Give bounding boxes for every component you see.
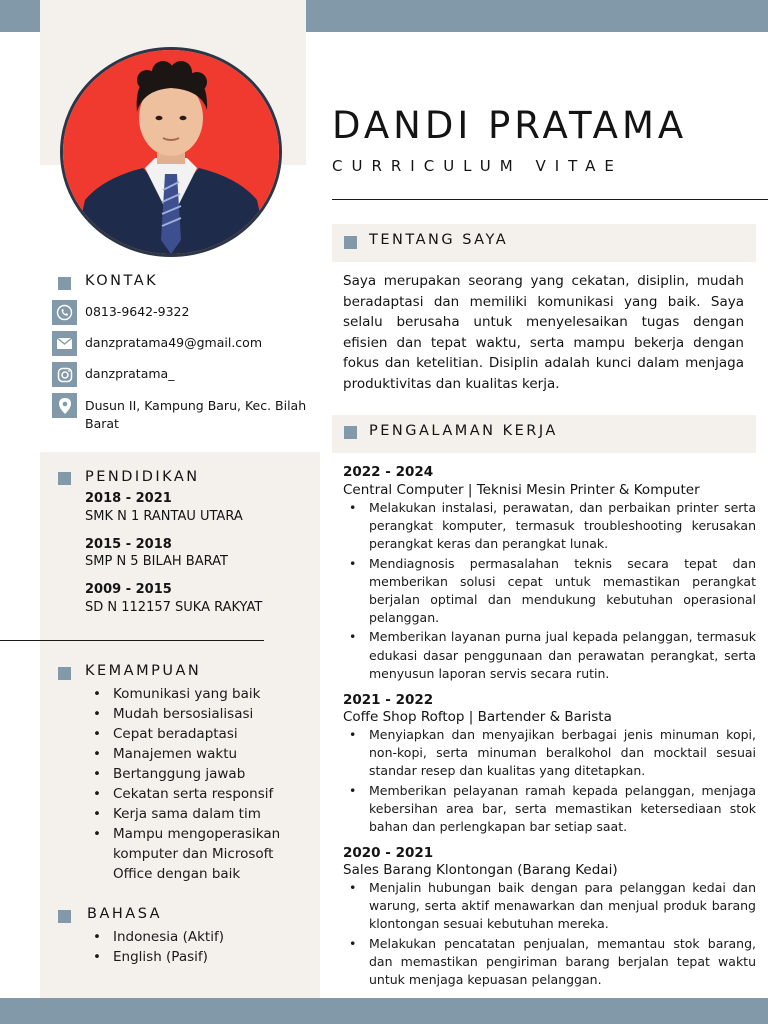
phone-icon <box>52 300 77 325</box>
bottom-accent-bar <box>0 998 768 1024</box>
education-heading: PENDIDIKAN <box>85 469 200 485</box>
list-item: • Manajemen waktu <box>87 744 302 764</box>
job-period: 2022 - 2024 <box>343 464 434 480</box>
list-item: • Menjalin hubungan baik dengan para pelanggan kedai dan warung, serta aktif menawarkan dan menjual produk barang klontongan sesuai kebutuhan mereka. <box>343 879 756 934</box>
job-title: Central Computer | Teknisi Mesin Printer & Komputer <box>343 482 700 498</box>
header-divider <box>332 199 768 200</box>
list-item: • Mudah bersosialisasi <box>87 704 302 724</box>
skills-list <box>87 684 302 884</box>
list-item: • Cepat beradaptasi <box>87 724 302 744</box>
list-item: • Indonesia (Aktif) <box>87 927 302 947</box>
languages-list <box>87 927 302 967</box>
languages-heading: BAHASA <box>87 906 163 922</box>
contact-instagram: danzpratama_ <box>85 366 175 381</box>
education-school: SMK N 1 RANTAU UTARA <box>85 509 243 524</box>
mail-icon <box>52 331 77 356</box>
contact-address: Dusun II, Kampung Baru, Kec. Bilah Barat <box>85 398 307 431</box>
section-marker <box>58 667 71 680</box>
list-item: • Bertanggung jawab <box>87 764 302 784</box>
list-item: • Cekatan serta responsif <box>87 784 302 804</box>
location-pin-icon <box>52 393 77 418</box>
job-duties <box>343 726 756 837</box>
list-item: • Kerja sama dalam tim <box>87 804 302 824</box>
list-item: • Mendiagnosis permasalahan teknis secara tepat dan memberikan solusi cepat untuk memastikan perangkat berjalan optimal dan mendukung kebutuhan operasional pelanggan. <box>343 555 756 628</box>
skills-heading: KEMAMPUAN <box>85 663 202 679</box>
contact-heading: KONTAK <box>85 273 159 289</box>
contact-email: danzpratama49@gmail.com <box>85 335 263 350</box>
job-period: 2020 - 2021 <box>343 845 434 861</box>
job-title: Coffe Shop Roftop | Bartender & Barista <box>343 709 612 725</box>
list-item: • Mampu mengoperasikan komputer dan Microsoft Office dengan baik <box>87 824 293 884</box>
profile-photo <box>60 47 282 257</box>
list-item: • Memberikan layanan purna jual kepada pelanggan, termasuk edukasi dasar penggunaan dan perawatan perangkat, serta menyusun laporan servis secara rutin. <box>343 628 756 683</box>
job-duties <box>343 499 756 684</box>
left-divider <box>0 640 264 641</box>
section-marker <box>58 277 71 290</box>
instagram-icon <box>52 362 77 387</box>
list-item: • Melakukan instalasi, perawatan, dan perbaikan printer serta perangkat komputer, termasuk troubleshooting kerusakan perangkat keras dan perangkat lunak. <box>343 499 756 554</box>
about-heading: TENTANG SAYA <box>369 232 509 248</box>
list-item: • Menyiapkan dan menyajikan berbagai jenis minuman kopi, non-kopi, serta minuman beralkohol dan mocktail sesuai standar resep dan kualitas yang ditetapkan. <box>343 726 756 781</box>
job-title: Sales Barang Klontongan (Barang Kedai) <box>343 862 618 878</box>
list-item: • Melakukan pencatatan penjualan, memantau stok barang, dan memastikan pengiriman barang berjalan tepat waktu untuk menjaga kepuasan pelanggan. <box>343 935 756 990</box>
education-school: SMP N 5 BILAH BARAT <box>85 554 228 569</box>
section-marker <box>58 472 71 485</box>
list-item: • Komunikasi yang baik <box>87 684 302 704</box>
job-period: 2021 - 2022 <box>343 692 434 708</box>
candidate-name: DANDI PRATAMA <box>332 104 688 147</box>
document-subtitle: CURRICULUM VITAE <box>332 157 623 175</box>
about-text: Saya merupakan seorang yang cekatan, disiplin, mudah beradaptasi dan memiliki komunikasi yang baik. Saya selalu berusaha untuk menyelesaikan tugas dengan efisien dan tepat waktu, serta mampu bekerja dengan fokus dan ketelitian. Disiplin adalah kunci dalam menjaga produktivitas dan kualitas kerja. <box>343 273 744 392</box>
education-school: SD N 112157 SUKA RAKYAT <box>85 600 263 615</box>
experience-heading: PENGALAMAN KERJA <box>369 423 558 439</box>
section-marker <box>344 426 357 439</box>
list-item: • Memberikan pelayanan ramah kepada pelanggan, menjaga kebersihan area bar, serta memastikan ketersediaan stok bahan dan perlengkapan bar setiap saat. <box>343 782 756 837</box>
section-marker <box>344 236 357 249</box>
job-duties <box>343 879 756 990</box>
education-years: 2015 - 2018 <box>85 537 172 552</box>
section-marker <box>58 910 71 923</box>
education-years: 2018 - 2021 <box>85 491 172 506</box>
education-years: 2009 - 2015 <box>85 582 172 597</box>
contact-phone: 0813-9642-9322 <box>85 304 190 319</box>
list-item: • English (Pasif) <box>87 947 302 967</box>
